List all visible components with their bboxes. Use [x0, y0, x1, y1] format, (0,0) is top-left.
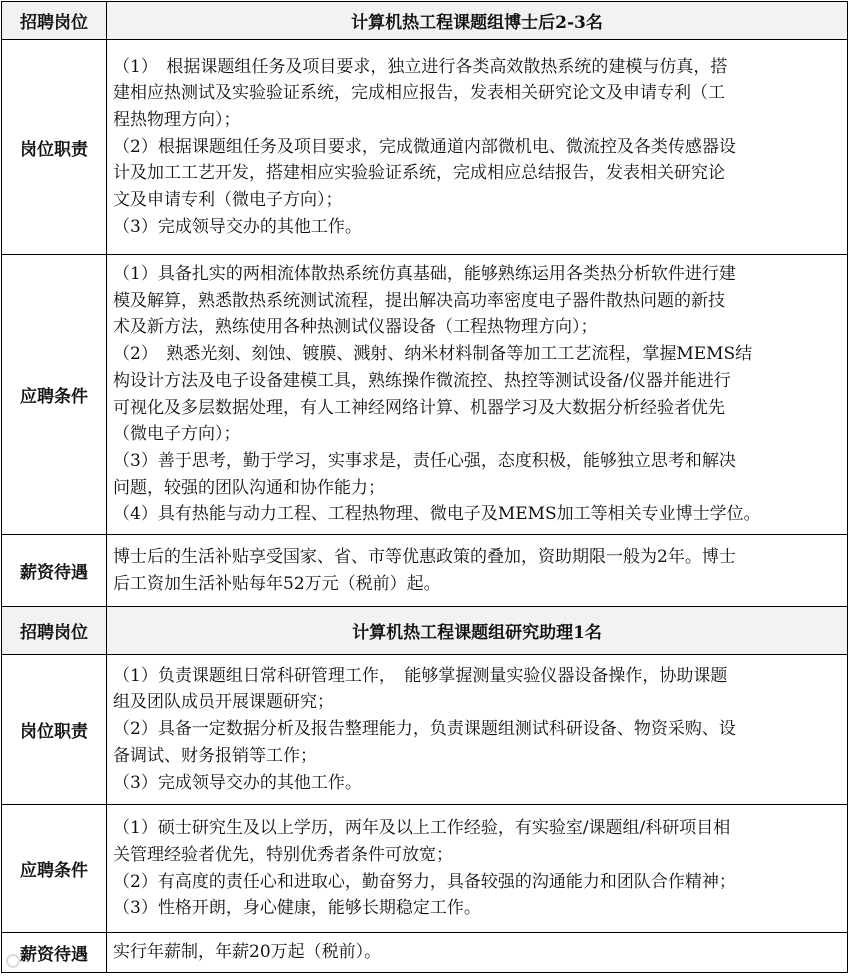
text-line: 后工资加生活补贴每年52万元（税前）起。 [113, 573, 441, 594]
position-header-row [2, 607, 848, 655]
text-line: （3）性格开朗，身心健康，能够长期稳定工作。 [113, 898, 481, 919]
position-title: 计算机热工程课题组博士后2-3名 [107, 2, 848, 40]
duties-label: 岗位职责 [2, 655, 107, 805]
text-line: （3）善于思考，勤于学习，实事求是，责任心强，态度积极，能够独立思考和解决 [113, 450, 736, 471]
salary-row [2, 933, 848, 973]
salary-text [107, 535, 848, 607]
salary-text [107, 933, 848, 973]
text-line: （1）具备扎实的两相流体散热系统仿真基础，能够熟练运用各类热分析软件进行建 [113, 263, 736, 284]
text-line: 构设计方法及电子设备建模工具，熟练操作微流控、热控等测试设备/仪器并能进行 [113, 370, 731, 391]
text-line: 程热物理方向）； [113, 109, 241, 130]
text-line: （微电子方向）； [113, 424, 241, 445]
text-line: 问题，较强的团队沟通和协作能力； [113, 477, 385, 498]
text-line: （3）完成领导交办的其他工作。 [113, 216, 362, 237]
requirements-text [107, 255, 848, 535]
text-line: （2）有高度的责任心和进取心，勤奋努力，具备较强的沟通能力和团队合作精神； [113, 871, 736, 892]
position-title: 计算机热工程课题组研究助理1名 [107, 607, 848, 655]
salary-row [2, 535, 848, 607]
text-line: 备调试、财务报销等工作； [113, 745, 317, 766]
position-header-row [2, 2, 848, 40]
requirements-row [2, 255, 848, 535]
requirements-row [2, 805, 848, 933]
text-line: （4）具有热能与动力工程、工程热物理、微电子及MEMS加工等相关专业博士学位。 [113, 504, 761, 525]
duties-text [107, 655, 848, 805]
text-line: 术及新方法，熟练使用各种热测试仪器设备（工程热物理方向）； [113, 317, 598, 338]
position-label: 招聘岗位 [2, 2, 107, 40]
text-line: （2） 熟悉光刻、刻蚀、镀膜、溅射、纳米材料制备等加工工艺流程，掌握MEMS结 [113, 344, 753, 365]
text-line: 博士后的生活补贴享受国家、省、市等优惠政策的叠加，资助期限一般为2年。博士 [113, 546, 736, 567]
text-line: （3）完成领导交办的其他工作。 [113, 772, 362, 793]
requirements-label: 应聘条件 [2, 805, 107, 933]
text-line: 文及申请专利（微电子方向）； [113, 190, 343, 211]
text-line: 实行年薪制，年薪20万起（税前）。 [113, 942, 382, 963]
duties-row [2, 40, 848, 255]
position-label: 招聘岗位 [2, 607, 107, 655]
text-line: 建相应热测试及实验验证系统，完成相应报告，发表相关研究论文及申请专利（工 [113, 83, 725, 104]
text-line: 组及团队成员开展课题研究； [113, 692, 334, 713]
salary-label: 薪资待遇 [2, 535, 107, 607]
text-line: 关管理经验者优先，特别优秀者条件可放宽； [113, 844, 453, 865]
duties-row [2, 655, 848, 805]
requirements-label: 应聘条件 [2, 255, 107, 535]
text-line: （2）根据课题组任务及项目要求，完成微通道内部微机电、微流控及各类传感器设 [113, 136, 736, 157]
requirements-text [107, 805, 848, 933]
text-line: （1） 根据课题组任务及项目要求，独立进行各类高效散热系统的建模与仿真，搭 [113, 56, 728, 77]
recruitment-table [1, 1, 848, 973]
text-line: （1）负责课题组日常科研管理工作， 能够掌握测量实验仪器设备操作，协助课题 [113, 665, 728, 686]
text-line: 模及解算，熟悉散热系统测试流程，提出解决高功率密度电子器件散热问题的新技 [113, 290, 725, 311]
text-line: （2）具备一定数据分析及报告整理能力，负责课题组测试科研设备、物资采购、设 [113, 719, 736, 740]
duties-label: 岗位职责 [2, 40, 107, 255]
duties-text [107, 40, 848, 255]
salary-label: 薪资待遇 [2, 933, 107, 973]
text-line: （1）硕士研究生及以上学历，两年及以上工作经验，有实验室/课题组/科研项目相 [113, 818, 731, 839]
text-line: 可视化及多层数据处理，有人工神经网络计算、机器学习及大数据分析经验者优先 [113, 397, 725, 418]
text-line: 计及加工工艺开发，搭建相应实验验证系统，完成相应总结报告，发表相关研究论 [113, 163, 725, 184]
